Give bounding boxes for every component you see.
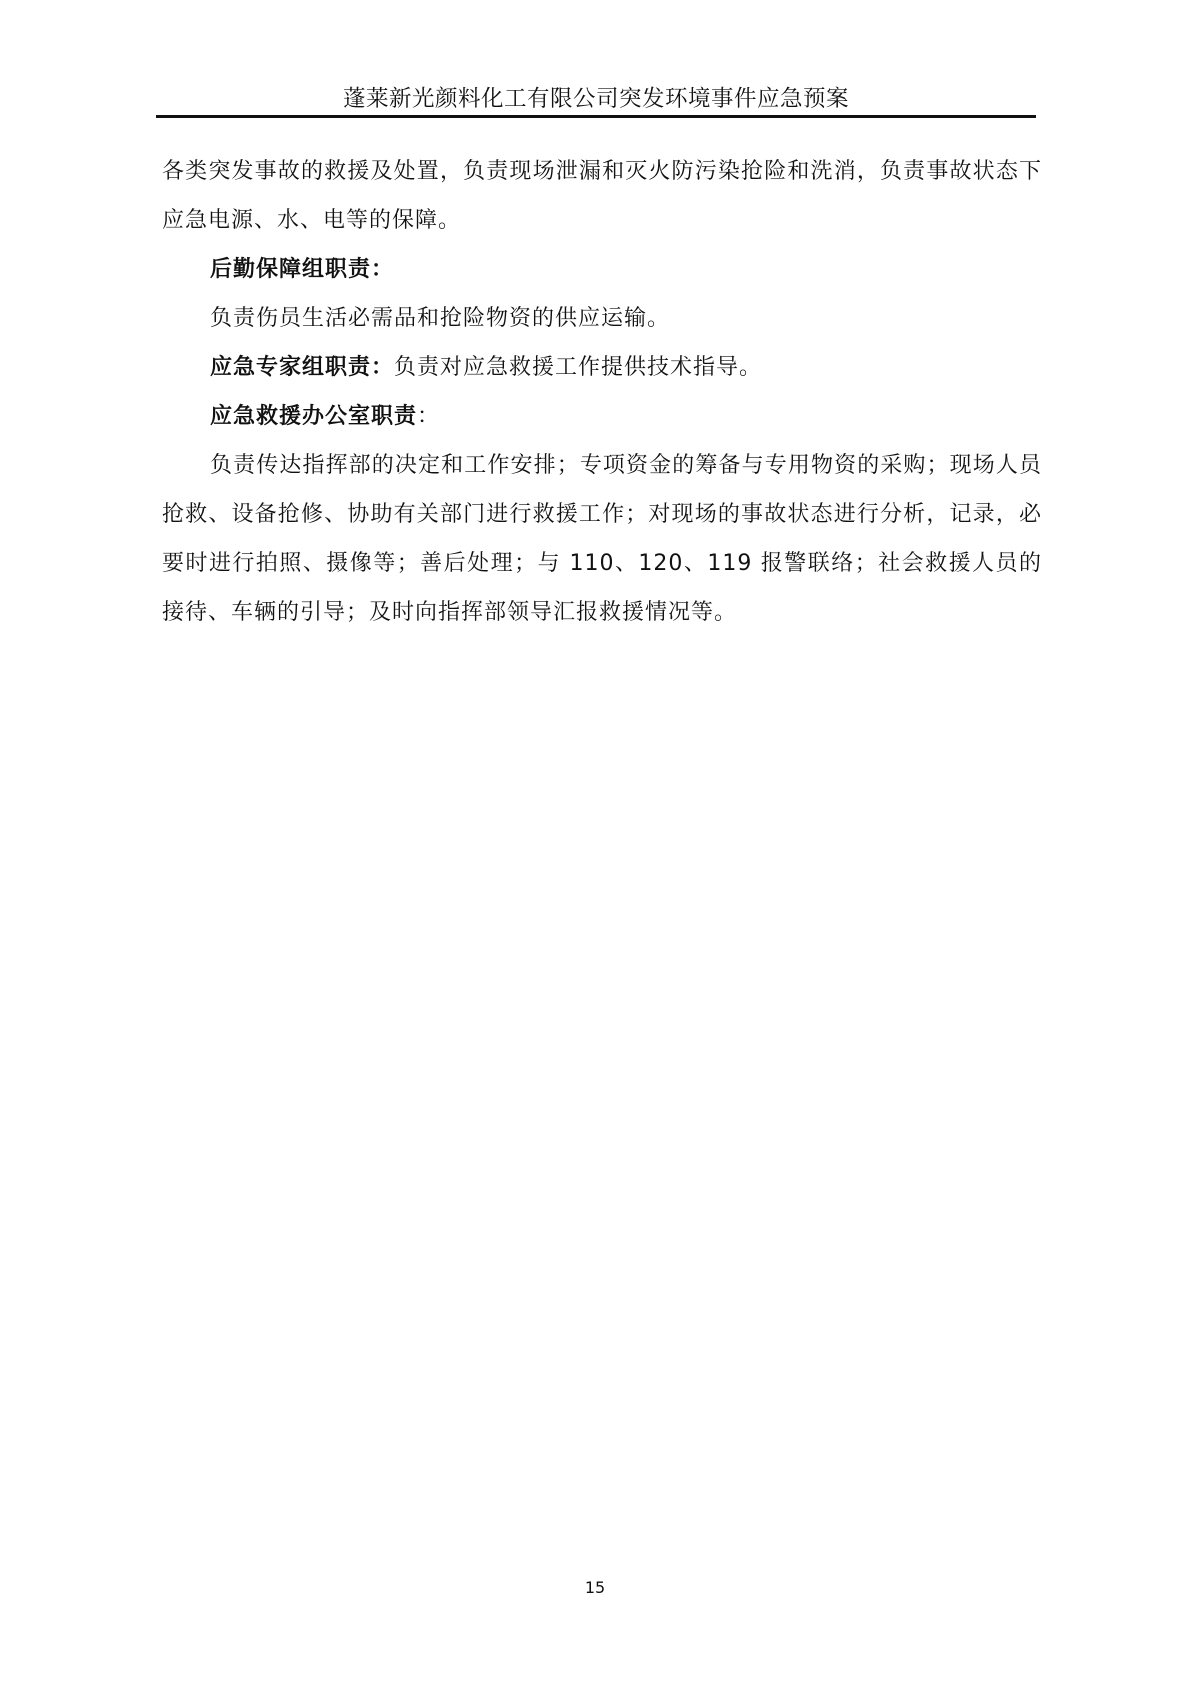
heading-logistics-duties: 后勤保障组职责：: [210, 257, 395, 282]
expert-duties-text: 负责对应急救援工作提供技术指导。: [394, 355, 763, 380]
heading-expert-duties: 应急专家组职责：: [210, 355, 395, 380]
document-header-title: 蓬莱新光颜料化工有限公司突发环境事件应急预案: [342, 86, 849, 112]
paragraph-rescue-duties: 各类突发事故的救援及处置，负责现场泄漏和灭火防污染抢险和洗消，负责事故状态下应急电源、水、电等的保障。: [162, 159, 1042, 233]
office-heading-colon: ：: [417, 404, 441, 429]
paragraph-expert-duties: [162, 343, 1042, 392]
paragraph-office-heading: [162, 392, 1042, 441]
header-rule: [156, 115, 1036, 118]
paragraph-office-duties: 负责传达指挥部的决定和工作安排；专项资金的筹备与专用物资的采购；现场人员抢救、设备抢修、协助有关部门进行救援工作；对现场的事故状态进行分析，记录，必要时进行拍照、摄像等；善后处理；与 110、120、119 报警联络；社会救援人员的接待、车辆的引导；及时向指挥部领导汇报救援情况等。: [162, 453, 1042, 625]
page-number: 15: [584, 1578, 606, 1597]
document-body: [162, 147, 1042, 637]
heading-office-duties: 应急救援办公室职责: [210, 404, 418, 429]
paragraph-logistics-duties: 负责伤员生活必需品和抢险物资的供应运输。: [210, 306, 671, 331]
